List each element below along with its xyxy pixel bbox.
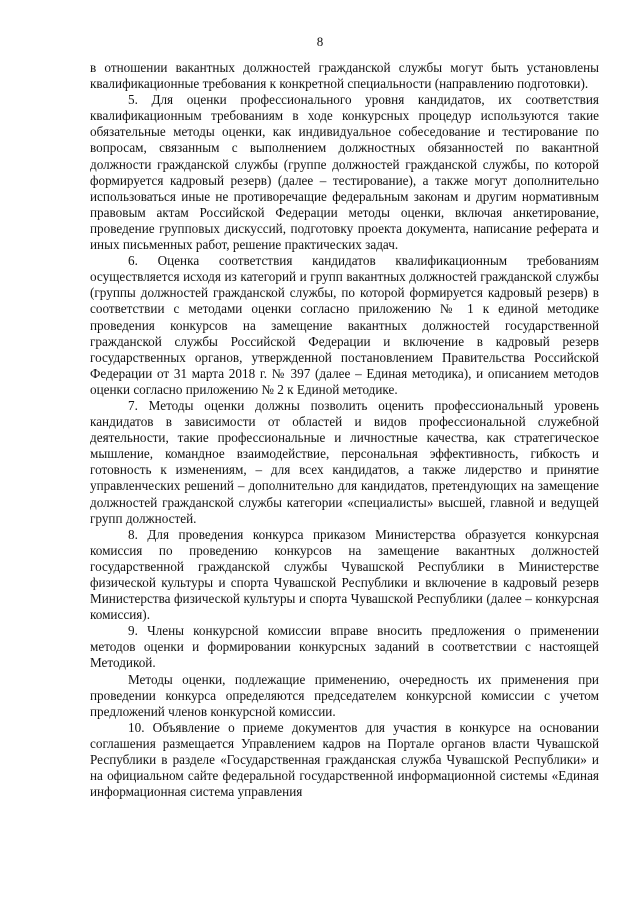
paragraph-5: 5. Для оценки профессионального уровня кандидатов, их соответствия квалификационным требованиям в ходе конкурсных процедур используются такие обязательные методы оценки, как индивидуальное собеседование и тестирование по вопросам, связанным с выполнением должностных обязанностей по вакантной должности гражданской службы (группе должностей гражданской службы, по которой формируется кадровый резерв) (далее – тестирование), а также могут дополнительно использоваться иные не противоречащие федеральным законам и другим нормативным правовым актам Российской Федерации методы оценки, включая анкетирование, проведение групповых дискуссий, подготовку проекта документа, написание реферата и иных письменных работ, решение практических задач. (90, 92, 599, 253)
paragraph-9-continued: Методы оценки, подлежащие применению, очередность их применения при проведении конкурса определяются председателем конкурсной комиссии с учетом предложений членов конкурсной комиссии. (90, 671, 599, 719)
paragraph-9: 9. Члены конкурсной комиссии вправе вносить предложения о применении методов оценки и формировании конкурсных заданий в соответствии с настоящей Методикой. (90, 623, 599, 671)
paragraph-7: 7. Методы оценки должны позволить оценить профессиональный уровень кандидатов в зависимости от областей и видов профессиональной служебной деятельности, такие профессиональные и личностные качества, как стратегическое мышление, командное взаимодействие, персональная эффективность, гибкость и готовность к изменениям, – для всех кандидатов, а также лидерство и принятие управленческих решений – дополнительно для кандидатов, претендующих на замещение должностей гражданской службы категории «специалисты» высшей, главной и ведущей групп должностей. (90, 397, 599, 526)
paragraph-10: 10. Объявление о приеме документов для участия в конкурсе на основании соглашения размещается Управлением кадров на Портале органов власти Чувашской Республики в разделе «Государственная гражданская служба Чувашской Республики» и на официальном сайте федеральной государственной информационной системы «Единая информационная система управления (90, 719, 599, 800)
document-body (90, 60, 599, 800)
paragraph-continuation: в отношении вакантных должностей гражданской службы могут быть установлены квалификационные требования к конкретной специальности (направлению подготовки). (90, 60, 599, 92)
paragraph-6: 6. Оценка соответствия кандидатов квалификационным требованиям осуществляется исходя из категорий и групп вакантных должностей гражданской службы (группы должностей гражданской службы, по которой формируется кадровый резерв) в соответствии с методами оценки согласно приложению № 1 к единой методике проведения конкурсов на замещение вакантных должностей государственной гражданской службы Российской Федерации и включение в кадровый резерв государственных органов, утвержденной постановлением Правительства Российской Федерации от 31 марта 2018 г. № 397 (далее – Единая методика), и описанием методов оценки согласно приложению № 2 к Единой методике. (90, 253, 599, 397)
paragraph-8: 8. Для проведения конкурса приказом Министерства образуется конкурсная комиссия по проведению конкурсов на замещение вакантных должностей государственной гражданской службы Чувашской Республики в Министерстве физической культуры и спорта Чувашской Республики и включение в кадровый резерв Министерства физической культуры и спорта Чувашской Республики (далее – конкурсная комиссия). (90, 526, 599, 623)
page-number: 8 (316, 34, 324, 49)
